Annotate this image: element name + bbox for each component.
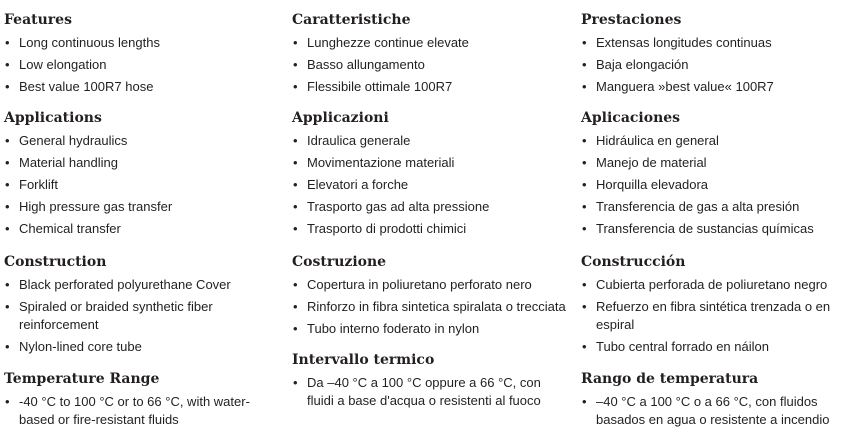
section-applications [4, 106, 274, 240]
section-title: Costruzione [292, 254, 387, 270]
bullet-list [292, 372, 564, 412]
list-item: • Flessibile ottimale 100R7 [292, 76, 564, 98]
section-title: Prestaciones [581, 12, 682, 28]
section-temperature [4, 367, 274, 431]
list-item: • Elevatori a forche [292, 174, 564, 196]
list-item: • Da –40 °C a 100 °C oppure a 66 °C, con fluidi a base d'acqua o resistenti al fuoco [292, 372, 563, 412]
bullet-list [292, 274, 564, 340]
list-item: • Idraulica generale [292, 130, 564, 152]
bullet-list [581, 274, 843, 358]
list-item: • Refuerzo en fibra sintética trenzada o en espiral [581, 296, 841, 336]
section-title: Aplicaciones [581, 110, 681, 126]
section-features [292, 8, 564, 98]
list-item: • Tubo central forrado en náilon [581, 336, 843, 358]
list-item: • High pressure gas transfer [4, 196, 274, 218]
bullet-list [4, 32, 274, 98]
bullet-list [581, 32, 843, 98]
bullet-list [292, 32, 564, 98]
list-item: • Extensas longitudes continuas [581, 32, 843, 54]
section-title: Intervallo termico [292, 352, 435, 368]
list-item: • Basso allungamento [292, 54, 564, 76]
list-item: • Manguera »best value« 100R7 [581, 76, 843, 98]
list-item: • Best value 100R7 hose [4, 76, 274, 98]
list-item: • Black perforated polyurethane Cover [4, 274, 274, 296]
bullet-list [4, 274, 274, 358]
list-item: • Material handling [4, 152, 274, 174]
list-item: • Horquilla elevadora [581, 174, 843, 196]
section-features [4, 8, 274, 98]
section-construction [4, 250, 274, 358]
section-temperature [581, 367, 843, 431]
section-title: Construction [4, 254, 107, 270]
list-item: • Low elongation [4, 54, 274, 76]
section-applications [292, 106, 564, 240]
section-construction [292, 250, 564, 340]
list-item: • Manejo de material [581, 152, 843, 174]
list-item: • Forklift [4, 174, 274, 196]
list-item: • –40 °C a 100 °C o a 66 °C, con fluidos basados en agua o resistente a incendio [581, 391, 846, 431]
bullet-list [581, 391, 843, 431]
list-item: • Long continuous lengths [4, 32, 274, 54]
section-features [581, 8, 843, 98]
list-item: • Copertura in poliuretano perforato nero [292, 274, 564, 296]
bullet-list [4, 130, 274, 240]
list-item: • Transferencia de gas a alta presión [581, 196, 843, 218]
section-construction [581, 250, 843, 358]
list-item: • Nylon-lined core tube [4, 336, 274, 358]
section-title: Temperature Range [4, 371, 160, 387]
list-item: • Chemical transfer [4, 218, 274, 240]
section-title: Rango de temperatura [581, 371, 759, 387]
list-item: • Trasporto di prodotti chimici [292, 218, 564, 240]
section-applications [581, 106, 843, 240]
list-item: • -40 °C to 100 °C or to 66 °C, with water-based or fire-resistant fluids [4, 391, 257, 431]
list-item: • Rinforzo in fibra sintetica spiralata o trecciata [292, 296, 564, 318]
section-title: Features [4, 12, 72, 28]
list-item: • Lunghezze continue elevate [292, 32, 564, 54]
list-item: • Movimentazione materiali [292, 152, 564, 174]
section-title: Applicazioni [292, 110, 389, 126]
section-title: Applications [4, 110, 102, 126]
section-title: Construcción [581, 254, 686, 270]
list-item: • General hydraulics [4, 130, 274, 152]
bullet-list [581, 130, 843, 240]
list-item: • Trasporto gas ad alta pressione [292, 196, 564, 218]
list-item: • Baja elongación [581, 54, 843, 76]
section-title: Caratteristiche [292, 12, 411, 28]
list-item: • Spiraled or braided synthetic fiber reinforcement [4, 296, 244, 336]
list-item: • Hidráulica en general [581, 130, 843, 152]
section-temperature [292, 348, 564, 412]
bullet-list [4, 391, 274, 431]
list-item: • Cubierta perforada de poliuretano negro [581, 274, 843, 296]
list-item: • Tubo interno foderato in nylon [292, 318, 564, 340]
bullet-list [292, 130, 564, 240]
list-item: • Transferencia de sustancias químicas [581, 218, 843, 240]
